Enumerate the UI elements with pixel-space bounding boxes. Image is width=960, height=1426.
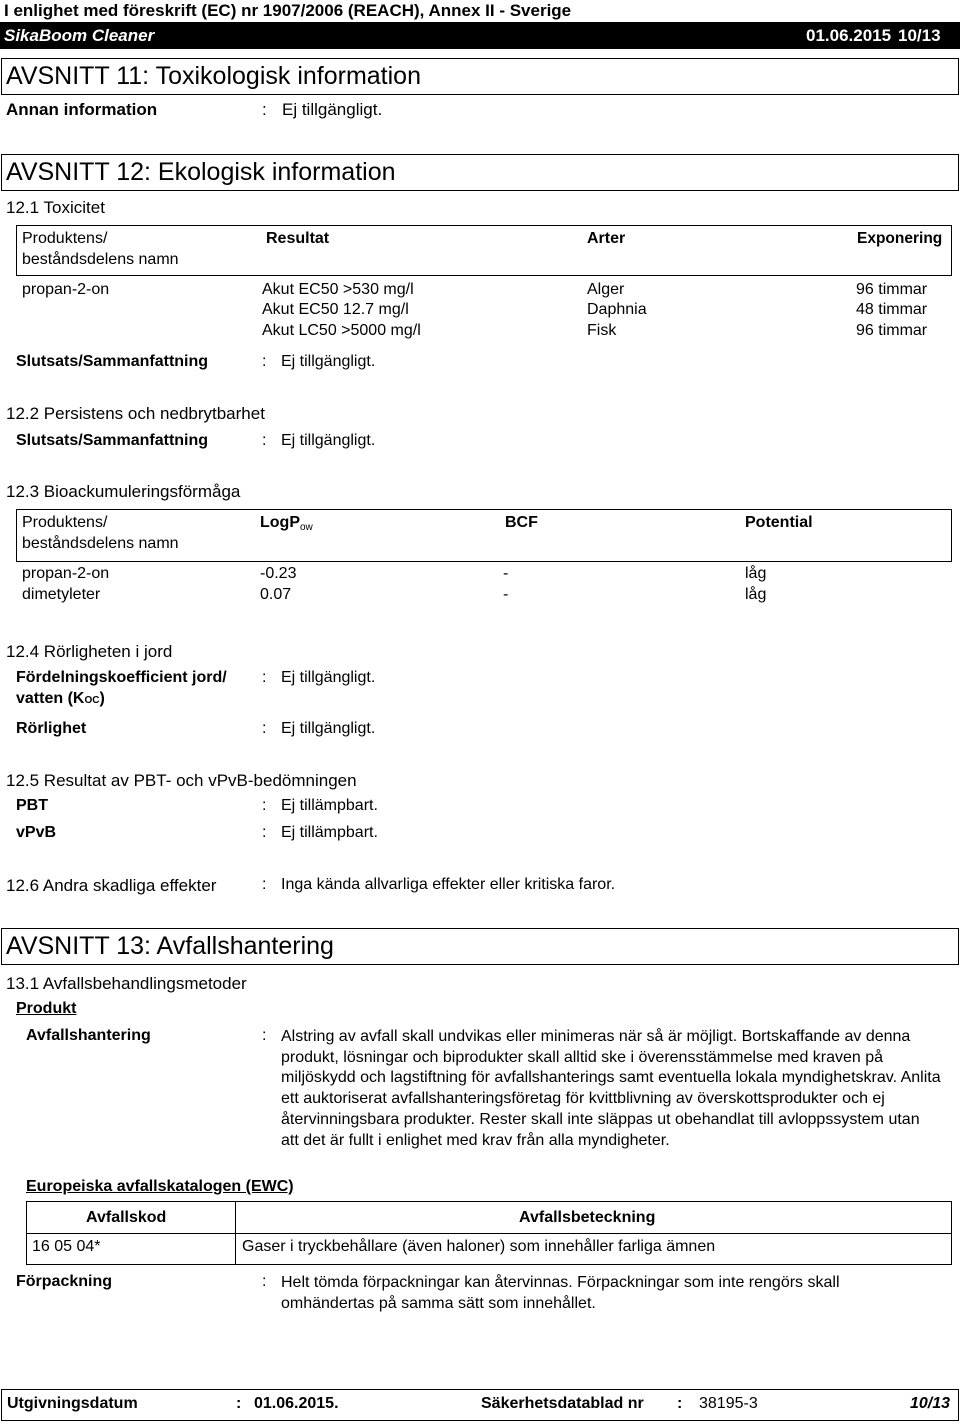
- packaging-text: Helt tömda förpackningar kan återvinnas. Förpackningar som inte rengörs skall omhändertas på samma sätt som innehållet.: [281, 1274, 840, 1312]
- ewc-table-mid: [26, 1233, 952, 1234]
- ewc-code: 16 05 04*: [32, 1238, 101, 1255]
- pbt-colon: :: [262, 797, 267, 814]
- mobility-heading: 12.4 Rörligheten i jord: [6, 642, 173, 661]
- persist-summary-colon: :: [262, 432, 267, 449]
- product-name: SikaBoom Cleaner: [4, 26, 155, 45]
- vpvb-value: Ej tillämpbart.: [281, 824, 378, 841]
- koc-label-sub: OC: [84, 695, 100, 706]
- tox-col-exposure: Exponering: [857, 230, 943, 247]
- tox-exposure-3: 96 timmar: [856, 322, 928, 339]
- issue-date-colon: :: [236, 1395, 242, 1412]
- sds-number-value: 38195-3: [699, 1395, 758, 1412]
- vpvb-colon: :: [262, 824, 267, 841]
- bio-row-2-potential: låg: [745, 586, 767, 603]
- bio-row-1-bcf: -: [503, 565, 509, 582]
- mobility-label: Rörlighet: [16, 720, 87, 737]
- tox-row-name: propan-2-on: [22, 281, 110, 298]
- vpvb-label: vPvB: [16, 824, 57, 841]
- packaging-label: Förpackning: [16, 1273, 113, 1290]
- other-effects-value: Inga kända allvarliga effekter eller kritiska faror.: [281, 876, 616, 893]
- pbt-value: Ej tillämpbart.: [281, 797, 378, 814]
- bio-col-logp: [260, 514, 313, 533]
- other-info-value: Ej tillgängligt.: [282, 100, 383, 119]
- pbt-heading: 12.5 Resultat av PBT- och vPvB-bedömningen: [6, 771, 357, 790]
- tox-species-3: Fisk: [587, 322, 617, 339]
- tox-col-result: Resultat: [266, 230, 330, 247]
- persist-summary-label: Slutsats/Sammanfattning: [16, 432, 209, 449]
- issue-date-label: Utgivningsdatum: [7, 1395, 138, 1412]
- persist-summary-value: Ej tillgängligt.: [281, 432, 376, 449]
- tox-col-name-2: beståndsdelens namn: [22, 251, 179, 268]
- regulation-header: I enlighet med föreskrift (EC) nr 1907/2006 (REACH), Annex II - Sverige: [4, 1, 572, 20]
- ewc-table-left: [26, 1201, 27, 1265]
- koc-colon: :: [262, 669, 267, 686]
- bio-row-1-name: propan-2-on: [22, 565, 110, 582]
- ewc-table-right: [951, 1201, 952, 1265]
- tox-result-3: Akut LC50 >5000 mg/l: [262, 322, 421, 339]
- bio-col-potential: Potential: [745, 514, 813, 531]
- ewc-subheading: Europeiska avfallskatalogen (EWC): [26, 1178, 294, 1195]
- product-subheading: Produkt: [16, 1000, 77, 1017]
- section-11-title: AVSNITT 11: Toxikologisk information: [6, 62, 421, 90]
- other-info-label: Annan information: [6, 100, 158, 119]
- tox-result-2: Akut EC50 12.7 mg/l: [262, 301, 409, 318]
- footer-page: 10/13: [910, 1395, 951, 1412]
- bio-row-2-logp: 0.07: [260, 586, 292, 603]
- issue-date-value: 01.06.2015.: [254, 1395, 339, 1412]
- bio-row-2-name: dimetyleter: [22, 586, 101, 603]
- bio-col-logp-text: LogP: [260, 514, 300, 531]
- koc-label-text: vatten (K: [16, 690, 85, 707]
- disposal-colon: :: [262, 1027, 267, 1044]
- tox-species-2: Daphnia: [587, 301, 647, 318]
- header-date: 01.06.2015: [806, 26, 892, 45]
- disposal-text: Alstring av avfall skall undvikas eller minimeras när så är möjligt. Bortskaffande av denna produkt, lösningar och biprodukter skall alltid ske i överensstämmelse med kraven på miljöskydd och lagstiftning för avfallshanterings samt eventuella lokala myndighetskrav. Anlita ett auktoriserat avfallshanteringsföretag för kvittblivning av överskottsprodukter och ej återvinningsbara produkter. Rester skall inte släppas ut obehandlat till avloppssystem utan att det är fullt i enlighet med krav från alla myndigheter.: [281, 1028, 941, 1149]
- tox-summary-value: Ej tillgängligt.: [281, 353, 376, 370]
- tox-species-1: Alger: [587, 281, 625, 298]
- packaging-colon: :: [262, 1273, 267, 1290]
- tox-result-1: Akut EC50 >530 mg/l: [262, 281, 414, 298]
- other-effects-heading: 12.6 Andra skadliga effekter: [6, 876, 217, 895]
- bio-col-name-1: Produktens/: [22, 514, 108, 531]
- ewc-table-top: [26, 1201, 952, 1202]
- tox-summary-colon: :: [262, 353, 267, 370]
- ewc-desc: Gaser i tryckbehållare (även haloner) som innehåller farliga ämnen: [242, 1238, 716, 1255]
- toxicity-heading: 12.1 Toxicitet: [6, 198, 105, 217]
- koc-value: Ej tillgängligt.: [281, 669, 376, 686]
- bio-row-1-logp: -0.23: [260, 565, 297, 582]
- tox-col-species: Arter: [587, 230, 626, 247]
- mobility-value: Ej tillgängligt.: [281, 720, 376, 737]
- koc-label-1: Fördelningskoefficient jord/: [16, 669, 227, 686]
- section-13-title: AVSNITT 13: Avfallshantering: [6, 932, 334, 960]
- koc-label-end: ): [99, 690, 105, 707]
- disposal-label: Avfallshantering: [26, 1027, 151, 1044]
- ewc-table-bottom: [26, 1264, 952, 1265]
- ewc-col-desc: Avfallsbeteckning: [519, 1209, 656, 1226]
- sds-number-colon: :: [677, 1395, 683, 1412]
- bio-col-name-2: beståndsdelens namn: [22, 535, 179, 552]
- sds-number-label: Säkerhetsdatablad nr: [481, 1395, 644, 1412]
- tox-exposure-2: 48 timmar: [856, 301, 928, 318]
- tox-col-name-1: Produktens/: [22, 230, 108, 247]
- section-12-title: AVSNITT 12: Ekologisk information: [6, 158, 396, 186]
- bioaccumulation-heading: 12.3 Bioackumuleringsförmåga: [6, 482, 241, 501]
- bio-col-bcf: BCF: [505, 514, 538, 531]
- other-info-colon: :: [262, 100, 267, 119]
- header-page: 10/13: [898, 26, 941, 45]
- persistence-heading: 12.2 Persistens och nedbrytbarhet: [6, 404, 265, 423]
- koc-label-2: [16, 690, 105, 708]
- bio-row-1-potential: låg: [745, 565, 767, 582]
- ewc-col-code: Avfallskod: [86, 1209, 167, 1226]
- tox-summary-label: Slutsats/Sammanfattning: [16, 353, 209, 370]
- mobility-colon: :: [262, 720, 267, 737]
- tox-exposure-1: 96 timmar: [856, 281, 928, 298]
- other-effects-colon: :: [262, 876, 267, 893]
- footer-box: [1, 1389, 959, 1421]
- ewc-table-divider: [235, 1201, 236, 1265]
- waste-methods-heading: 13.1 Avfallsbehandlingsmetoder: [6, 974, 247, 993]
- bio-row-2-bcf: -: [503, 586, 509, 603]
- bio-col-logp-sub: ow: [300, 522, 313, 533]
- pbt-label: PBT: [16, 797, 48, 814]
